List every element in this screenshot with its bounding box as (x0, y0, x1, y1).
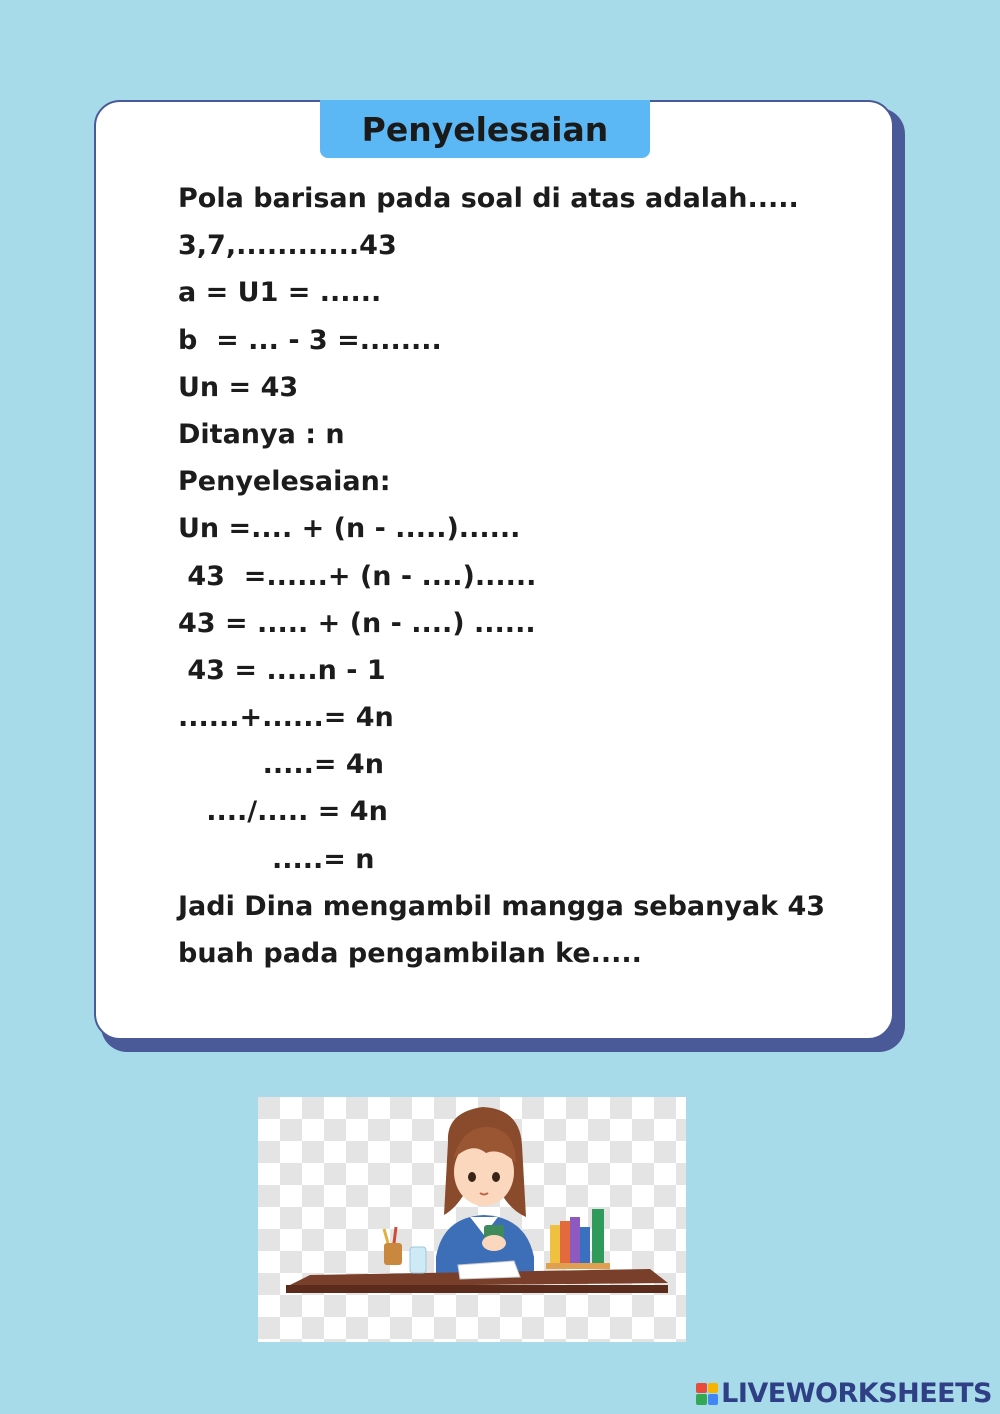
logo-letter-v (696, 1394, 707, 1405)
card-title: Penyelesaian (320, 100, 650, 158)
line-step-7: .....= n (178, 843, 375, 875)
brand-name: LIVEWORKSHEETS (721, 1378, 992, 1409)
line-question: Pola barisan pada soal di atas adalah..... (178, 183, 799, 214)
solution-lines (178, 175, 825, 977)
liveworksheets-brand (696, 1378, 992, 1409)
line-first-term: a = U1 = ...... (178, 277, 382, 309)
student-studying-illustration (258, 1097, 686, 1342)
logo-letter-l (696, 1383, 707, 1394)
line-conclusion-2: buah pada pengambilan ke..... (178, 938, 642, 969)
logo-letter-e (708, 1394, 719, 1405)
line-difference: b = ... - 3 =........ (178, 324, 442, 356)
line-step-5: .....= 4n (178, 749, 384, 781)
logo-letter-i (708, 1383, 719, 1394)
line-step-6: ..../..... = 4n (178, 796, 388, 828)
line-solution-heading: Penyelesaian: (178, 466, 391, 498)
line-formula: Un =.... + (n - .....)...... (178, 513, 521, 545)
line-step-4: ......+......= 4n (178, 702, 394, 734)
line-step-3: 43 = .....n - 1 (178, 654, 386, 686)
line-un: Un = 43 (178, 371, 299, 403)
line-conclusion-1: Jadi Dina mengambil mangga sebanyak 43 (178, 890, 826, 922)
line-step-1: 43 =......+ (n - ....)...... (178, 560, 537, 592)
line-asked: Ditanya : n (178, 418, 345, 450)
line-step-2: 43 = ..... + (n - ....) ...... (178, 607, 536, 639)
liveworksheets-logo-icon (696, 1383, 718, 1405)
line-sequence: 3,7,............43 (178, 230, 397, 262)
